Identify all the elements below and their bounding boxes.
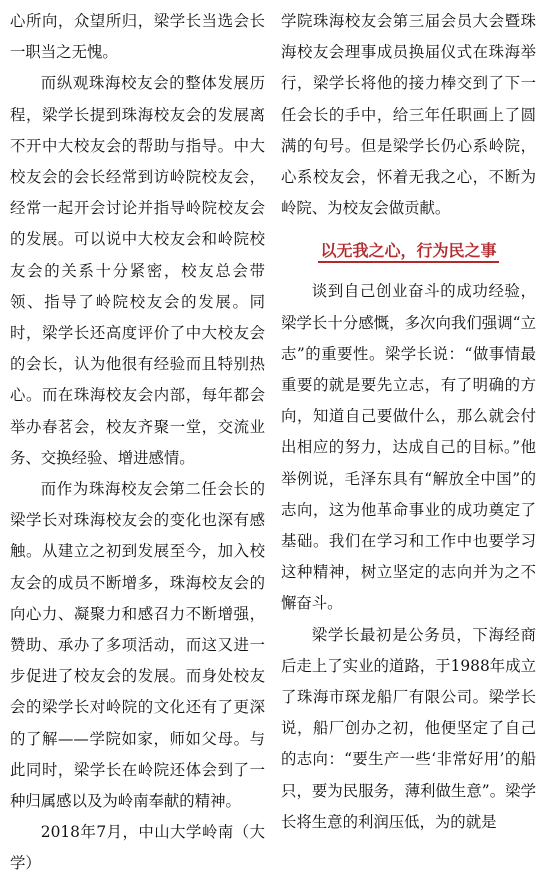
section-heading	[281, 240, 536, 262]
paragraph: 2018年7月，中山大学岭南（大学）	[10, 823, 265, 873]
paragraph: 心所向，众望所归，梁学长当选会长一职当之无愧。	[10, 12, 265, 62]
paragraph: 学院珠海校友会第三届会员大会暨珠海校友会理事成员换届仪式在珠海举行，梁学长将他的接力棒交到了下一任会长的手中，给三年任职画上了圆满的句号。但是梁学长仍心系岭院，心系校友会，怀着无我之心，不断为岭院、为校友会做贡献。	[281, 12, 536, 218]
left-column	[10, 6, 265, 873]
paragraph: 而作为珠海校友会第二任会长的梁学长对珠海校友会的变化也深有感触。从建立之初到发展至今，加入校友会的成员不断增多，珠海校友会的向心力、凝聚力和感召力不断增强，赞助、承办了多项活动，而这又进一步促进了校友会的发展。而身处校友会的梁学长对岭院的文化还有了更深的了解——学院如家，师如父母。与此同时，梁学长在岭院还体会到了一种归属感以及为岭南奉献的精神。	[10, 480, 265, 811]
section-heading-text: 以无我之心，行为民之事	[318, 241, 498, 263]
paragraph: 而纵观珠海校友会的整体发展历程，梁学长提到珠海校友会的发展离不开中大校友会的帮助与指导。中大校友会的会长经常到访岭院校友会，经常一起开会讨论并指导岭院校友会的发展。可以说中大校友会和岭院校友会的关系十分紧密，校友总会带领、指导了岭院校友会的发展。同时，梁学长还高度评价了中大校友会的会长，认为他很有经验而且特别热心。而在珠海校友会内部，每年都会举办春茗会，校友齐聚一堂，交流业务、交换经验、增进感情。	[10, 74, 265, 467]
paragraph: 梁学长最初是公务员，下海经商后走上了实业的道路，于1988年成立了珠海市琛龙船厂有限公司。梁学长说，船厂创办之初，他便坚定了自己的志向：“要生产一些‘非常好用’的船只，要为民服务，薄利做生意”。梁学长将生意的利润压低，为的就是	[281, 625, 536, 831]
right-column	[281, 6, 536, 831]
paragraph: 谈到自己创业奋斗的成功经验，梁学长十分感慨，多次向我们强调“立志”的重要性。梁学长说：“做事情最重要的就是要先立志，有了明确的方向，知道自己要做什么，那么就会付出相应的努力，达成自己的目标。”他举例说，毛泽东具有“解放全中国”的志向，这为他革命事业的成功奠定了基础。我们在学习和工作中也要学习这种精神，树立坚定的志向并为之不懈奋斗。	[281, 282, 536, 613]
